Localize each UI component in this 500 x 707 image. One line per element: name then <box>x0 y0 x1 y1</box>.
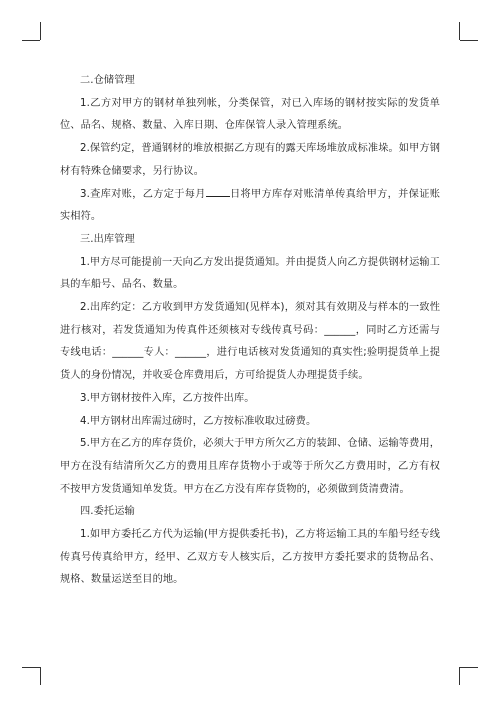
paragraph: 1.甲方尽可能提前一天向乙方发出提货通知。并由提货人向乙方提供钢材运输工具的车船号、品名、数量。 <box>60 256 440 291</box>
crop-mark-top-right-h <box>460 40 478 41</box>
crop-mark-bottom-left-v <box>40 667 41 685</box>
section-heading: 四.委托运输 <box>80 506 135 518</box>
paragraph-text-before-blank: 3.查库对账，乙方定于每月 <box>80 188 206 200</box>
paragraph-text-after-blank: 日将甲方库存对账清单传真给甲方，并保证账实相符。 <box>60 188 440 223</box>
section-heading: 三.出库管理 <box>80 233 135 245</box>
paragraph <box>60 184 440 229</box>
paragraph: 3.甲方钢材按件入库，乙方按件出库。 <box>80 392 255 404</box>
paragraph: 1.如甲方委托乙方代为运输(甲方提供委托书)，乙方将运输工具的车船号经专线传真号传真给甲方，经甲、乙双方专人核实后，乙方按甲方委托要求的货物品名、规格、数量运送至目的地。 <box>60 529 440 586</box>
crop-mark-bottom-left-h <box>22 667 40 668</box>
paragraph: 2.保管约定，普通钢材的堆放根据乙方现有的露天库场堆放成标准垛。如甲方钢材有特殊仓储要求，另行协议。 <box>60 143 440 177</box>
crop-mark-bottom-right-h <box>460 667 478 668</box>
paragraph: 2.出库约定：乙方收到甲方发货通知(见样本)，须对其有效期及与样本的一致性进行核对，若发货通知为传真件还须核对专线传真号码：______，同时乙方还需与专线电话：______专人：______，进行电话核对发货通知的真实性;验明提货单上提货人的身份情况，并收妥仓库费用后，方可给提货人办理提货手续。 <box>60 302 440 382</box>
paragraph: 5.甲方在乙方的库存货价，必须大于甲方所欠乙方的装卸、仓储、运输等费用，甲方在没有结清所欠乙方的费用且库存货物小于或等于所欠乙方费用时，乙方有权不按甲方发货通知单发货。甲方在乙方没有库存货物的，必须做到货清费清。 <box>60 438 440 495</box>
crop-mark-bottom-right-v <box>459 667 460 685</box>
document-page <box>60 70 440 592</box>
crop-mark-top-left-h <box>22 40 40 41</box>
crop-mark-top-left-v <box>40 22 41 40</box>
paragraph: 1.乙方对甲方的钢材单独列帐，分类保管，对已入库场的钢材按实际的发货单位、品名、规格、数量、入库日期、仓库保管人录入管理系统。 <box>60 97 440 132</box>
fill-in-blank <box>206 187 230 197</box>
crop-mark-top-right-v <box>459 22 460 40</box>
section-heading: 二.仓储管理 <box>80 75 135 86</box>
paragraph: 4.甲方钢材出库需过磅时，乙方按标准收取过磅费。 <box>80 415 317 427</box>
